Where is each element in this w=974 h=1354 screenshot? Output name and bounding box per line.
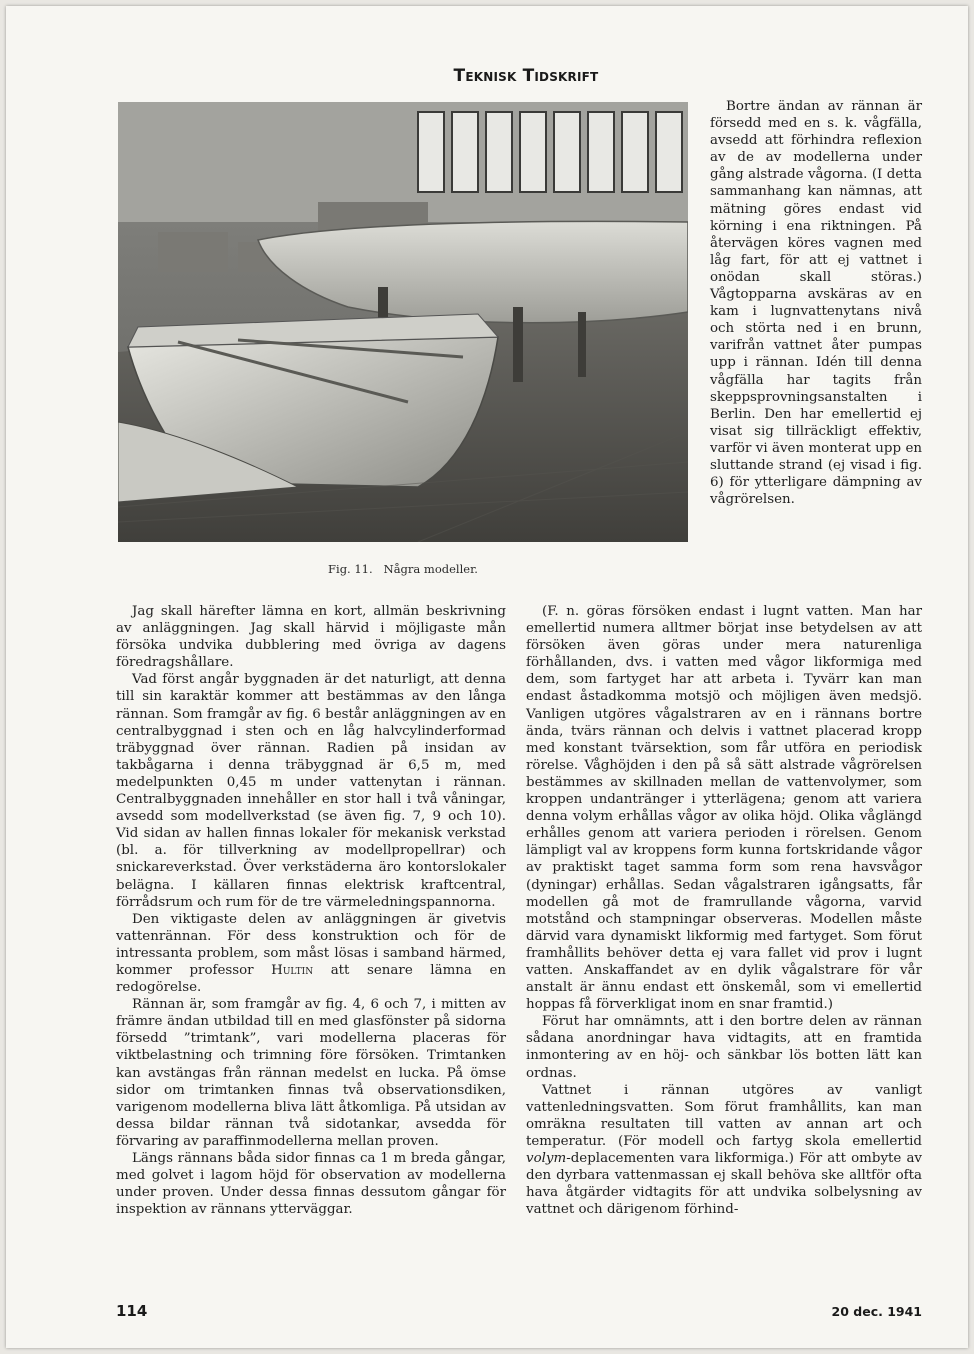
photo-illustration (118, 102, 688, 542)
journal-masthead: Teknisk Tidskrift (453, 66, 599, 86)
issue-date: 20 dec. 1941 (831, 1304, 922, 1319)
page-number: 114 (116, 1302, 148, 1320)
bottom-paragraph: Förut har omnämnts, att i den bortre delen av rännan sådana anordningar hava vidtagits, att en framtida inmontering av en höj- och sänkbar lös botten lätt kan ordnas. (526, 1014, 922, 1081)
right-column (526, 603, 922, 1218)
model-workshop-photo (118, 102, 688, 542)
channel-text-start: Den viktigaste delen av anläggningen är givetvis vattenrännan. För dess konstruktion och för de intressanta problem, som måst lösas i samband härmed, kommer professor (116, 911, 506, 978)
waves-paragraph: (F. n. göras försöken endast i lugnt vatten. Man har emellertid numera alltmer börjat inse betydelsen av att försöken även göras under mera naturenliga förhållanden, dvs. i vatten med vågor likformiga med dem, som fartyget har att arbeta i. Tyvärr kan man endast åstadkomma motsjö och möjligen även medsjö. Vanligen utgöres vågalstraren av en i rännans bortre ända, tvärs rännan och delvis i vattnet placerad kropp med konstant tvärsektion, som får utföra en periodisk rörelse. Våghöjden i den på så sätt alstrade vågrörelsen bestämmes av skillnaden mellan de vattenvolymer, som kroppen undantränger i ytterlägena; genom att variera denna volym erhållas vågor av olika höjd. Olika våglängd erhålles genom att variera perioden i rörelsen. Genom lämpligt val av kroppens form kunna fortskridande vågor av praktiskt taget samma form som rena havsvågor (dyningar) erhållas. Sedan vågalstraren igångsatts, får modellen gå mot de framrullande vågorna, varvid motstånd och stampningar observeras. Modellen måste därvid vara dynamiskt likformig med fartyget. Som förut framhållits behöver detta ej vara fallet vid prov i lugnt vatten. Anskaffandet av en dylik vågalstrare för vår anstalt är ännu endast ett önskemål, som vi emellertid hoppas få förverkligat inom en snar framtid.) (526, 604, 922, 1013)
volym-word: volym (526, 1151, 567, 1166)
figure-caption (118, 562, 688, 576)
channel-text-end: att senare lämna en redogörelse. (116, 962, 506, 996)
water-text-start: Vattnet i rännan utgöres av vanligt vattenledningsvatten. Som förut framhållits, kan man omräkna resultaten till vatten av annan art och temperatur. (För modell och fartyg skola emellertid (526, 1082, 922, 1149)
author-name: Hultin (271, 962, 314, 978)
figure-caption-text: Några modeller. (383, 562, 478, 576)
wave-trap-paragraph: Bortre ändan av rännan är försedd med en s. k. vågfälla, avsedd att förhindra reflexion av de av modellerna under gång alstrade vågorna. (I detta sammanhang kan nämnas, att mätning göres endast vid körning i ena riktningen. På återvägen köres vagnen med låg fart, för att ej vattnet i onödan skall störas.) Vågtopparna avskäras av en kam i lugnvattenytans nivå och störta ned i en brunn, varifrån vattnet åter pumpas upp i rännan. Idén till denna vågfälla har tagits från skeppsprovningsanstalten i Berlin. Den har emellertid ej visat sig tillräckligt effektiv, varför vi även monterat upp en sluttande strand (ej visad i fig. 6) för ytterligare dämpning av vågrörelsen. (710, 99, 922, 508)
right-narrow-column (710, 98, 922, 508)
left-column (116, 603, 506, 1218)
walkways-paragraph: Längs rännans båda sidor finnas ca 1 m breda gångar, med golvet i lagom höjd för observation av modellerna under proven. Under dessa finnas dessutom gångar för inspektion av rännans ytterväggar. (116, 1151, 506, 1218)
intro-paragraph: Jag skall härefter lämna en kort, allmän beskrivning av anläggningen. Jag skall härvid i möjligaste mån försöka undvika dubblering med övriga av dagens föredragshållare. (116, 604, 506, 671)
building-paragraph: Vad först angår byggnaden är det naturligt, att denna till sin karaktär kommer att bestämmas av den långa rännan. Som framgår av fig. 6 består anläggningen av en centralbyggnad i sten och en låg halvcylinderformad träbyggnad över rännan. Radien på insidan av takbågarna i denna träbyggnad är 6,5 m, med medelpunkten 0,45 m under vattenytan i rännan. Centralbyggnaden innehåller en stor hall i två våningar, avsedd som modellverkstad (se även fig. 7, 9 och 10). Vid sidan av hallen finnas lokaler för mekanisk verkstad (bl. a. för tillverkning av modellpropellrar) och snickareverkstad. Över verkstäderna äro kontorslokaler belägna. I källaren finnas elektrisk kraftcentral, förrådsrum och rum för de tre värmeledningspannorna. (116, 672, 506, 910)
channel-paragraph (116, 911, 506, 996)
trimtank-paragraph: Rännan är, som framgår av fig. 4, 6 och 7, i mitten av främre ändan utbildad till en med glasfönster på sidorna försedd ”trimtank”, vari modellerna placeras för viktbelastning och trimning före försöken. Trimtanken kan avstängas från rännan medelst en lucka. På ömse sidor om trimtanken finnas två observationsdiken, varigenom modellerna bliva lätt åtkomliga. På utsidan av dessa bildar rännan två sidotankar, avsedda för förvaring av paraffinmodellerna mellan proven. (116, 997, 506, 1149)
water-text-end: -deplacementen vara likformiga.) För att ombyte av den dyrbara vattenmassan ej skall behöva ske alltför ofta hava åtgärder vidtagits för att undvika solbelysning av vattnet och därigenom förhind- (526, 1151, 922, 1218)
figure-number: Fig. 11. (328, 562, 373, 576)
journal-page (6, 6, 968, 1348)
water-paragraph (526, 1082, 922, 1219)
